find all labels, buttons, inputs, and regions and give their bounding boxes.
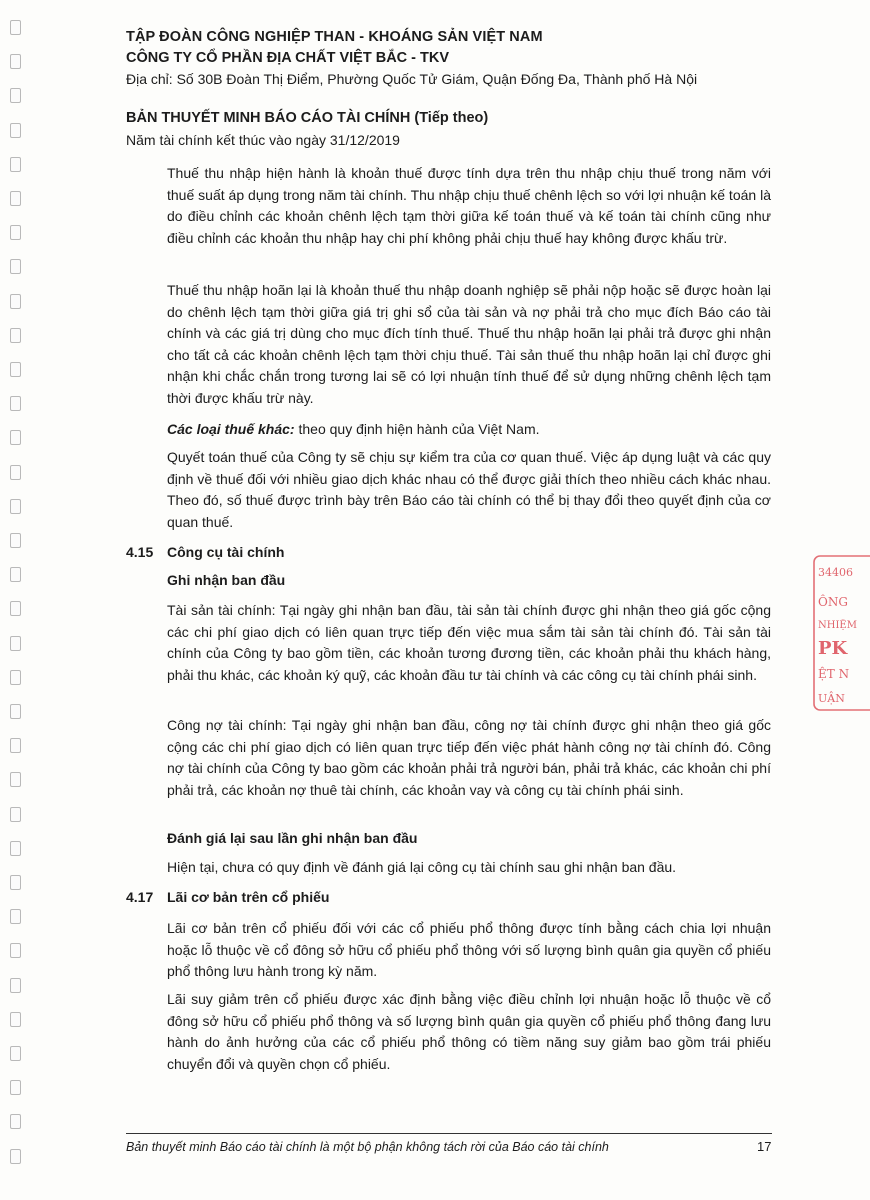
footer-note: Bản thuyết minh Báo cáo tài chính là một bộ phận không tách rời của Báo cáo tài chính: [126, 1140, 609, 1154]
binding-hole: [10, 259, 21, 274]
binding-hole: [10, 430, 21, 445]
binding-hole: [10, 841, 21, 856]
binding-hole: [10, 909, 21, 924]
report-title: BẢN THUYẾT MINH BÁO CÁO TÀI CHÍNH (Tiếp theo): [126, 110, 489, 126]
header-address: Địa chỉ: Số 30B Đoàn Thị Điểm, Phường Quốc Tử Giám, Quận Đống Đa, Thành phố Hà Nội: [126, 71, 698, 87]
binding-hole: [10, 499, 21, 514]
header-company: TẬP ĐOÀN CÔNG NGHIỆP THAN - KHOÁNG SẢN VIỆT NAM: [126, 29, 543, 45]
company-seal-stamp: [810, 550, 857, 718]
binding-hole: [10, 20, 21, 35]
binding-hole: [10, 533, 21, 548]
binding-hole: [10, 191, 21, 206]
section-title-financial-instruments: Công cụ tài chính: [167, 544, 285, 560]
binding-hole: [10, 636, 21, 651]
binding-hole: [10, 704, 21, 719]
binding-hole: [10, 328, 21, 343]
paragraph-basic-eps: Lãi cơ bản trên cổ phiếu đối với các cổ phiếu phổ thông được tính bằng cách chia lợi nhuận hoặc lỗ thuộc về cổ đông sở hữu cổ phiếu phổ thông với số lượng bình quân gia quyền cổ phiếu phổ thông lưu hành trong kỳ năm.: [167, 920, 771, 980]
other-taxes-label: Các loại thuế khác:: [167, 421, 295, 437]
binding-hole: [10, 225, 21, 240]
seal-text: PK: [818, 638, 848, 659]
paragraph-current-tax: Thuế thu nhập hiện hành là khoản thuế được tính dựa trên thu nhập chịu thuế trong năm với thuế suất áp dụng trong năm tài chính. Thu nhập chịu thuế chênh lệch so với lợi nhuận kế toán là do điều chỉnh các khoản chênh lệch tạm thời giữa kế toán thuế và kế toán tài chính cũng như điều chỉnh các khoản thu nhập hay chi phí không phải chịu thuế hay không được khấu trừ.: [167, 165, 771, 246]
header-subsidiary: CÔNG TY CỔ PHẦN ĐỊA CHẤT VIỆT BẮC - TKV: [126, 50, 450, 66]
section-number-4-17: 4.17: [126, 889, 154, 905]
binding-hole: [10, 1149, 21, 1164]
binding-hole: [10, 88, 21, 103]
paragraph-diluted-eps: Lãi suy giảm trên cổ phiếu được xác định bằng việc điều chỉnh lợi nhuận hoặc lỗ thuộc về cổ đông sở hữu cổ phiếu phổ thông và số lượng bình quân gia quyền cổ phiếu phổ thông đang lưu hành do ảnh hưởng của các cổ phiếu phổ thông có tiềm năng suy giảm bao gồm trái phiếu chuyển đổi và quyền chọn cổ phiếu.: [167, 991, 771, 1072]
footer-rule: [126, 1133, 772, 1134]
binding-hole: [10, 807, 21, 822]
seal-text: ỆT N: [818, 667, 850, 681]
paragraph-financial-assets: Tài sản tài chính: Tại ngày ghi nhận ban đầu, tài sản tài chính được ghi nhận theo giá gốc cộng các chi phí giao dịch có liên quan trực tiếp đến việc mua sắm tài sản tài chính đó. Tài sản tài chính của Công ty bao gồm tiền, các khoản tương đương tiền, các khoản phải thu khách hàng, phải thu khác, các khoản ký quỹ, các khoản đầu tư tài chính và các công cụ tài chính phái sinh.: [167, 602, 771, 683]
paragraph-tax-settlement: Quyết toán thuế của Công ty sẽ chịu sự kiểm tra của cơ quan thuế. Việc áp dụng luật và các quy định về thuế đối với nhiều giao dịch khác nhau có thể được giải thích theo nhiều cách khác nhau. Theo đó, số thuế được trình bày trên Báo cáo tài chính có thể bị thay đổi theo quyết định của cơ quan thuế.: [167, 449, 771, 530]
seal-text: NHIỆM: [818, 620, 857, 631]
binding-hole: [10, 978, 21, 993]
binding-hole: [10, 465, 21, 480]
binding-hole: [10, 1046, 21, 1061]
other-taxes-text: theo quy định hiện hành của Việt Nam.: [294, 421, 540, 437]
paragraph-other-taxes: [167, 419, 771, 441]
binding-hole: [10, 567, 21, 582]
binding-hole: [10, 875, 21, 890]
subsection-initial-recognition: Ghi nhận ban đầu: [167, 572, 286, 588]
binding-hole: [10, 396, 21, 411]
section-number-4-15: 4.15: [126, 544, 154, 560]
seal-text: UẬN: [818, 692, 845, 705]
binding-hole: [10, 1114, 21, 1129]
binding-hole: [10, 157, 21, 172]
seal-graphic: [810, 550, 870, 718]
paragraph-revaluation: Hiện tại, chưa có quy định về đánh giá lại công cụ tài chính sau ghi nhận ban đầu.: [167, 859, 677, 875]
binding-holes: [8, 20, 26, 1180]
paragraph-deferred-tax: Thuế thu nhập hoãn lại là khoản thuế thu nhập doanh nghiệp sẽ phải nộp hoặc sẽ được hoàn lại do chênh lệch tạm thời giữa giá trị ghi sổ của tài sản và nợ phải trả cho mục đích Báo cáo tài chính và các giá trị dùng cho mục đích tính thuế. Thuế thu nhập hoãn lại phải trả được ghi nhận cho tất cả các khoản chênh lệch tạm thời chịu thuế. Tài sản thuế thu nhập hoãn lại chỉ được ghi nhận khi chắc chắn trong tương lai sẽ có lợi nhuận tính thuế để sử dụng những chênh lệch tạm thời được khấu trừ này.: [167, 282, 771, 406]
binding-hole: [10, 738, 21, 753]
binding-hole: [10, 54, 21, 69]
binding-hole: [10, 1080, 21, 1095]
subsection-revaluation: Đánh giá lại sau lần ghi nhận ban đầu: [167, 830, 418, 846]
page-number: 17: [757, 1139, 772, 1154]
binding-hole: [10, 294, 21, 309]
seal-text: 34406: [818, 566, 853, 579]
binding-hole: [10, 670, 21, 685]
binding-hole: [10, 601, 21, 616]
seal-border: [814, 556, 870, 710]
section-title-earnings-per-share: Lãi cơ bản trên cổ phiếu: [167, 889, 330, 905]
binding-hole: [10, 362, 21, 377]
binding-hole: [10, 772, 21, 787]
binding-hole: [10, 1012, 21, 1027]
binding-hole: [10, 123, 21, 138]
paragraph-financial-liabilities: Công nợ tài chính: Tại ngày ghi nhận ban đầu, công nợ tài chính được ghi nhận theo giá gốc cộng các chi phí giao dịch có liên quan trực tiếp đến việc phát hành công nợ tài chính đó. Công nợ tài chính của Công ty bao gồm các khoản phải trả người bán, phải trả khác, các khoản chi phí phải trả, các khoản nợ thuê tài chính, các khoản vay và công cụ tài chính phái sinh.: [167, 717, 771, 798]
binding-hole: [10, 943, 21, 958]
report-period: Năm tài chính kết thúc vào ngày 31/12/2019: [126, 132, 400, 148]
seal-text: ÔNG: [818, 595, 848, 609]
